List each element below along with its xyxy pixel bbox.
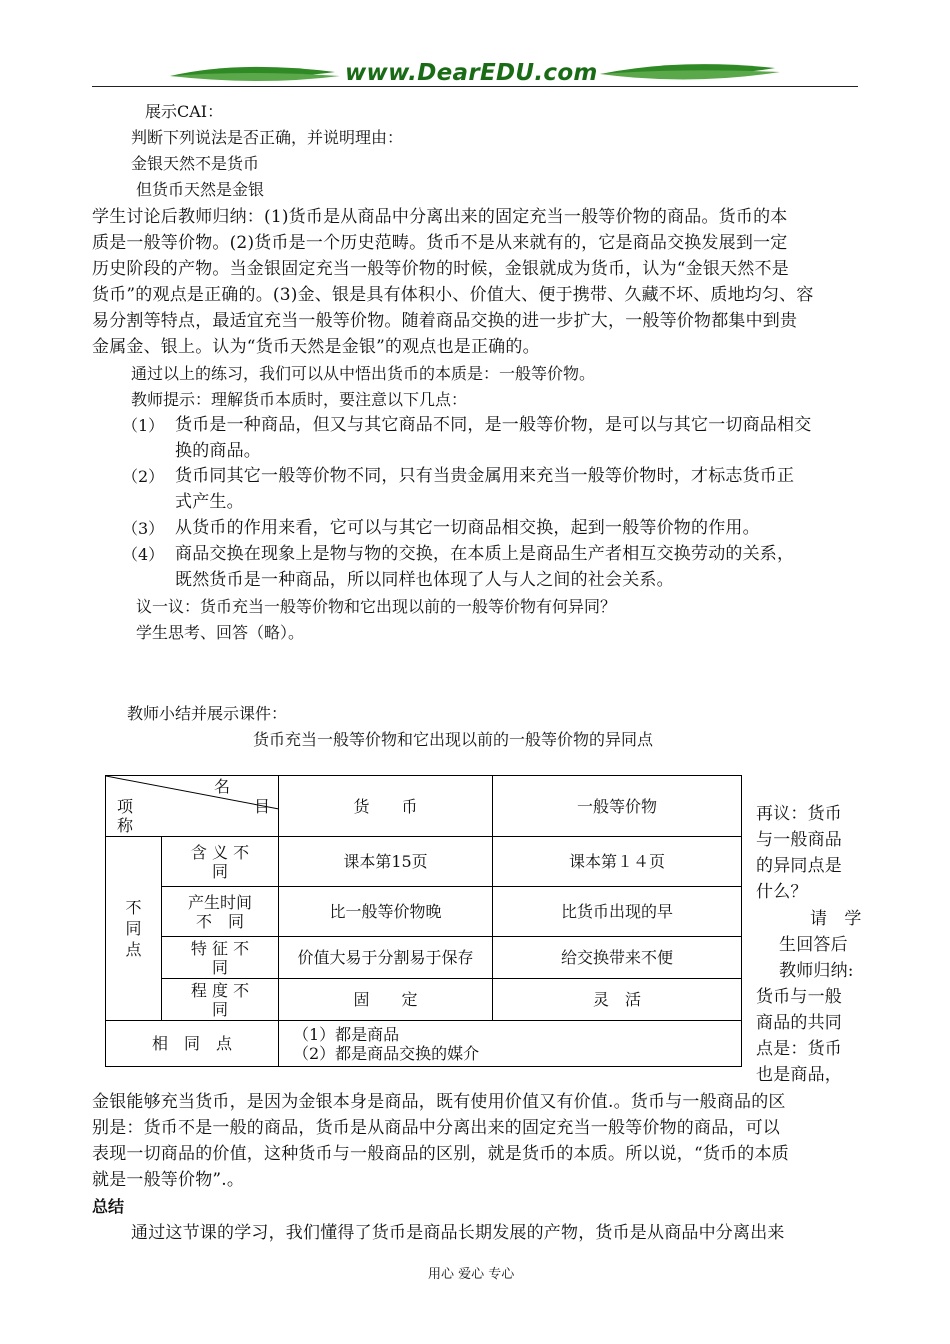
- row-header-line: 程 度 不: [190, 980, 250, 1000]
- list-item-number: （3）: [122, 519, 165, 538]
- row-header-line: 含 义 不: [190, 842, 250, 862]
- list-item-text: 从货币的作用来看，它可以与其它一切商品相交换，起到一般等价物的作用。: [175, 518, 760, 538]
- row-header: [162, 937, 279, 979]
- list-item-text: 货币同其它一般等价物不同，只有当贵金属用来充当一般等价物时，才标志货币正: [175, 466, 795, 486]
- table-cell: 固 定: [279, 979, 493, 1021]
- table-cell-text: 价值大易于分割易于保存: [297, 948, 474, 967]
- col-header: 一般等价物: [493, 776, 742, 837]
- table-cell: 课本第15页: [279, 837, 493, 887]
- paragraph-line: 金属金、银上。认为“货币天然是金银”的观点也是正确的。: [92, 337, 540, 357]
- list-item-number: （4）: [122, 545, 165, 564]
- list-item-number: （1）: [122, 416, 165, 435]
- text-line: 学生思考、回答（略）。: [136, 623, 305, 642]
- header-site-name: www.DearEDU.com: [345, 60, 598, 86]
- side-text-line: 与一般商品: [756, 830, 842, 850]
- table-corner-cell: [106, 776, 279, 837]
- paragraph-line: 别是：货币不是一般的商品，货币是从商品中分离出来的固定充当一般等价物的商品，可以: [92, 1118, 780, 1138]
- same-item: （1）都是商品: [293, 1024, 400, 1044]
- list-item-number: （2）: [122, 467, 165, 486]
- row-header: [162, 887, 279, 937]
- row-header-line: 特 征 不: [190, 938, 250, 958]
- summary-text: 通过这节课的学习，我们懂得了货币是商品长期发展的产物，货币是从商品中分离出来: [131, 1223, 785, 1243]
- header-rule: [92, 86, 858, 87]
- text-line: 通过以上的练习，我们可以从中悟出货币的本质是：一般等价物。: [131, 364, 596, 383]
- list-item-text: 货币是一种商品，但又与其它商品不同，是一般等价物，是可以与其它一切商品相交: [175, 415, 812, 435]
- side-text-line: 再议：货币: [756, 804, 842, 824]
- table-cell: 比货币出现的早: [493, 887, 742, 937]
- table-row: [106, 837, 742, 887]
- list-item-text: 换的商品。: [175, 441, 261, 461]
- corner-label-right: 目: [254, 797, 271, 816]
- row-header-line: 同: [211, 861, 228, 881]
- row-header-line: 同: [211, 957, 228, 977]
- paragraph-line: 表现一切商品的价值，这种货币与一般商品的区别，就是货币的本质。所以说，“货币的本质: [92, 1144, 789, 1164]
- table-title: 货币充当一般等价物和它出现以前的一般等价物的异同点: [253, 730, 654, 749]
- row-header-line: 产生时间: [187, 892, 252, 912]
- corner-label-top: 名: [214, 777, 231, 796]
- paragraph-line: 金银能够充当货币，是因为金银本身是商品，既有使用价值又有价值.。货币与一般商品的区: [92, 1092, 786, 1112]
- col-header: 货 币: [279, 776, 493, 837]
- paragraph-line: 易分割等特点，最适宜充当一般等价物。随着商品交换的进一步扩大，一般等价物都集中到贵: [92, 311, 798, 331]
- list-item-text: 式产生。: [175, 492, 244, 512]
- intro-line-1: 展示CAI：: [145, 102, 224, 121]
- table-header-row: [106, 776, 742, 837]
- page-footer: 用心 爱心 专心: [428, 1267, 515, 1282]
- paragraph-line: 历史阶段的产物。当金银固定充当一般等价物的时候，金银就成为货币，认为“金银天然不是: [92, 259, 789, 279]
- table-cell: 灵 活: [493, 979, 742, 1021]
- side-text-line: 也是商品，: [756, 1065, 842, 1085]
- group-label-cell: [106, 837, 162, 1021]
- group-label: 不同点: [125, 898, 142, 959]
- side-text-line: 点是：货币: [756, 1039, 842, 1059]
- paragraph-line: 货币”的观点是正确的。(3)金、银是具有体积小、价值大、便于携带、久藏不坏、质地均匀、容: [92, 285, 814, 305]
- side-text-line: 商品的共同: [756, 1013, 842, 1033]
- corner-label-left: 称: [117, 816, 134, 835]
- intro-line-2: 判断下列说法是否正确，并说明理由：: [131, 128, 404, 147]
- corner-label-left: 项: [117, 797, 134, 816]
- side-text-line: 生回答后: [779, 935, 848, 955]
- paragraph-line: 质是一般等价物。(2)货币是一个历史范畴。货币不是从来就有的，它是商品交换发展到一定: [92, 233, 788, 253]
- table-row: [106, 887, 742, 937]
- row-header-line: 不 同: [195, 911, 244, 931]
- table-row: [106, 937, 742, 979]
- intro-line-4: 但货币天然是金银: [136, 180, 265, 199]
- row-header: [162, 837, 279, 887]
- paragraph-line: 学生讨论后教师归纳：(1)货币是从商品中分离出来的固定充当一般等价物的商品。货币的本: [92, 207, 788, 227]
- table-cell: 给交换带来不便: [493, 937, 742, 979]
- row-header-line: 同: [211, 999, 228, 1019]
- side-text-line: 的异同点是: [756, 856, 842, 876]
- paragraph-line: 就是一般等价物”.。: [92, 1170, 245, 1190]
- same-item: （2）都是商品交换的媒介: [293, 1043, 480, 1063]
- side-text-line: 请 学: [810, 909, 862, 929]
- row-header: [162, 979, 279, 1021]
- same-cell: [279, 1021, 742, 1067]
- table-cell: 比一般等价物晚: [279, 887, 493, 937]
- intro-line-3: 金银天然不是货币: [131, 154, 260, 173]
- table-row-same: [106, 1021, 742, 1067]
- side-text-line: 什么？: [756, 882, 808, 902]
- list-item-text: 商品交换在现象上是物与物的交换，在本质上是商品生产者相互交换劳动的关系，: [175, 544, 795, 564]
- side-text-line: 货币与一般: [756, 987, 842, 1007]
- text-line: 教师小结并展示课件：: [127, 704, 288, 723]
- table-cell: 课本第１４页: [493, 837, 742, 887]
- table-row: [106, 979, 742, 1021]
- table-cell: [279, 937, 493, 979]
- side-text-line: 教师归纳:: [779, 961, 854, 981]
- text-line: 教师提示：理解货币本质时，要注意以下几点：: [131, 390, 468, 409]
- text-line: 议一议：货币充当一般等价物和它出现以前的一般等价物有何异同？: [136, 597, 617, 616]
- list-item-text: 既然货币是一种商品，所以同样也体现了人与人之间的社会关系。: [175, 570, 674, 590]
- comparison-table: [105, 775, 742, 1067]
- same-label: 相 同 点: [106, 1021, 279, 1067]
- summary-heading: 总结: [92, 1197, 125, 1216]
